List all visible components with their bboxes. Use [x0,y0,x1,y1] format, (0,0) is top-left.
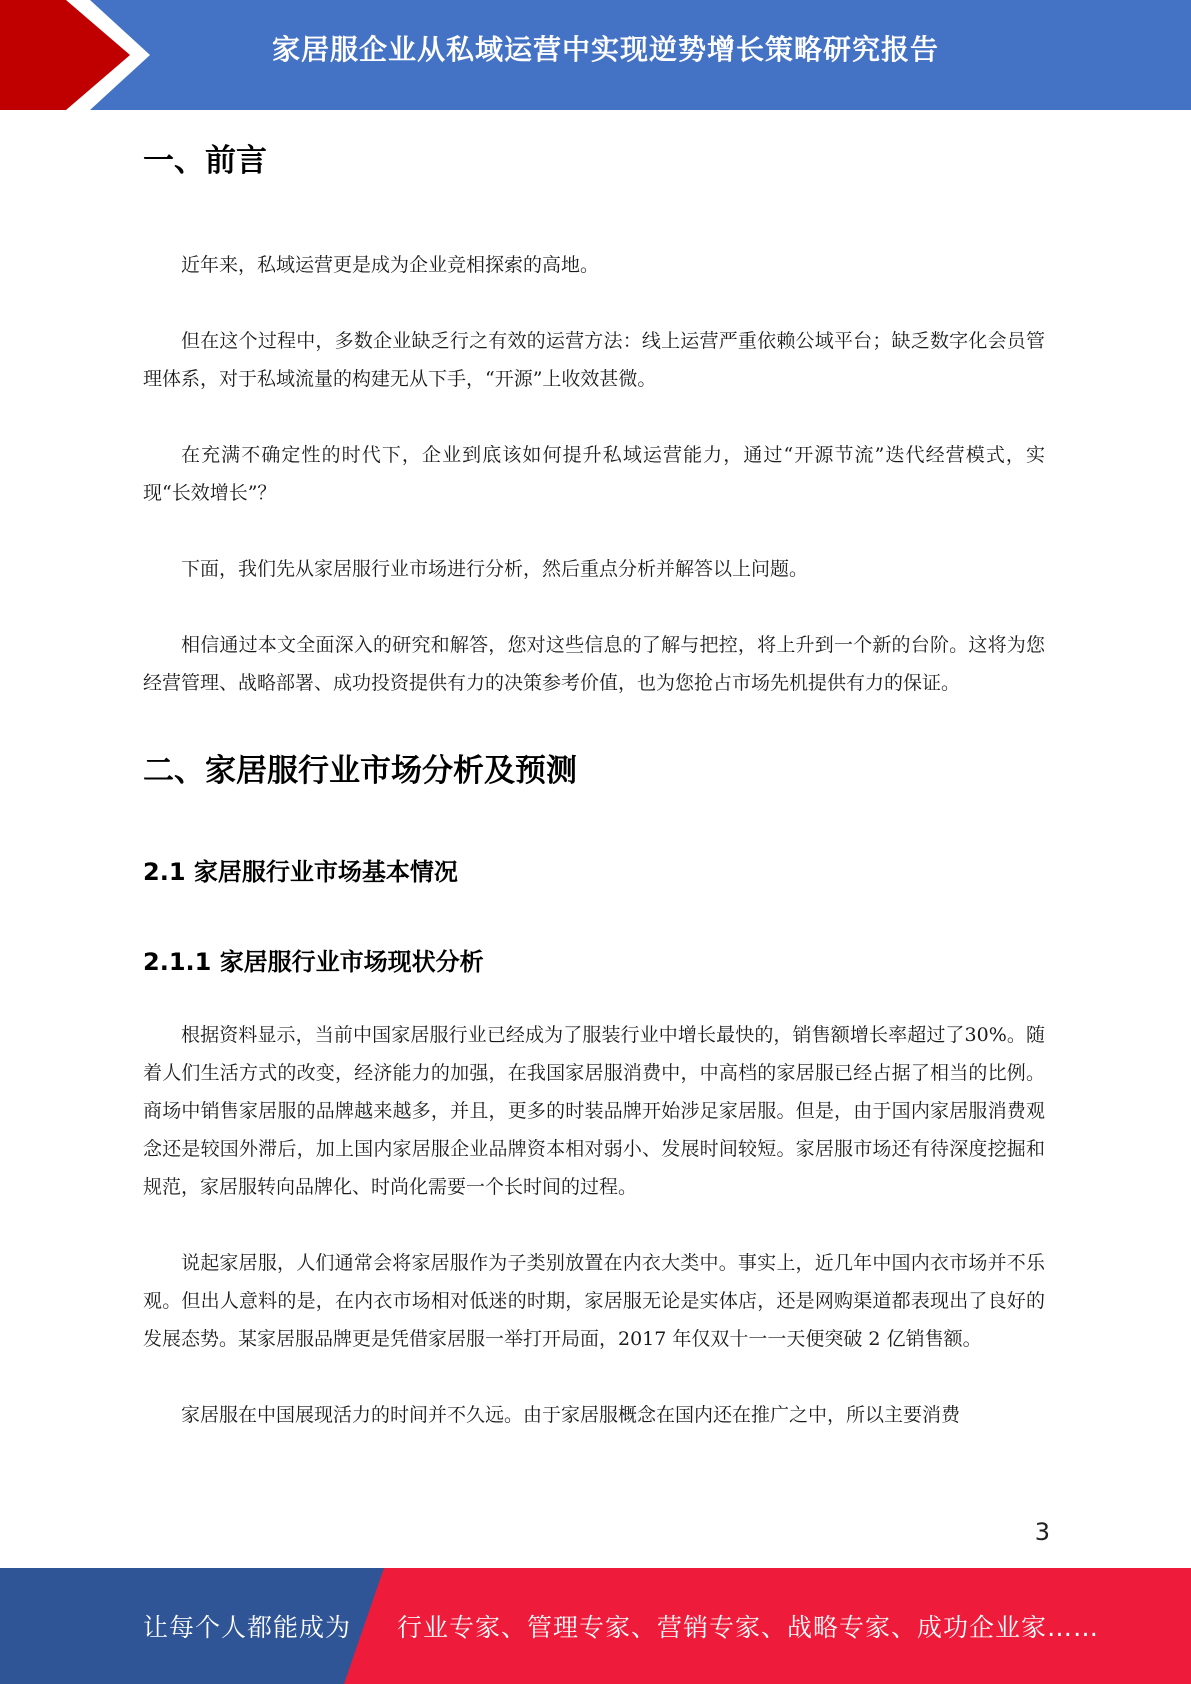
report-footer [0,1568,1191,1684]
paragraph: 在充满不确定性的时代下，企业到底该如何提升私域运营能力，通过“开源节流”迭代经营模式，实现“长效增长”？ [143,444,1045,504]
footer-slogan-right: 行业专家、管理专家、营销专家、战略专家、成功企业家…… [397,1613,1100,1642]
page-number: 3 [1034,1518,1050,1546]
footer-slogan-left: 让每个人都能成为 [143,1613,352,1642]
section-heading-preface: 一、前言 [143,143,267,179]
paragraph: 但在这个过程中，多数企业缺乏行之有效的运营方法：线上运营严重依赖公域平台；缺乏数字化会员管理体系，对于私域流量的构建无从下手，“开源”上收效甚微。 [143,330,1045,390]
paragraph: 近年来，私域运营更是成为企业竞相探索的高地。 [181,254,600,276]
paragraph: 下面，我们先从家居服行业市场进行分析，然后重点分析并解答以上问题。 [181,558,809,580]
subsection-heading: 2.1 家居服行业市场基本情况 [143,858,458,886]
section-heading-market-analysis: 二、家居服行业市场分析及预测 [143,753,577,789]
document-body [143,130,1045,1434]
subsubsection-heading: 2.1.1 家居服行业市场现状分析 [143,948,484,976]
paragraph: 相信通过本文全面深入的研究和解答，您对这些信息的了解与把控，将上升到一个新的台阶。这将为您经营管理、战略部署、成功投资提供有力的决策参考价值，也为您抢占市场先机提供有力的保证。 [143,634,1045,694]
paragraph: 说起家居服，人们通常会将家居服作为子类别放置在内衣大类中。事实上，近几年中国内衣市场并不乐观。但出人意料的是，在内衣市场相对低迷的时期，家居服无论是实体店，还是网购渠道都表现出了良好的发展态势。某家居服品牌更是凭借家居服一举打开局面，2017 年仅双十一一天便突破 2 亿销售额。 [143,1252,1045,1350]
report-header [0,0,1191,110]
report-title: 家居服企业从私域运营中实现逆势增长策略研究报告 [271,33,939,66]
paragraph: 根据资料显示，当前中国家居服行业已经成为了服装行业中增长最快的，销售额增长率超过了30%。随着人们生活方式的改变，经济能力的加强，在我国家居服消费中，中高档的家居服已经占据了相当的比例。商场中销售家居服的品牌越来越多，并且，更多的时装品牌开始涉足家居服。但是，由于国内家居服消费观念还是较国外滞后，加上国内家居服企业品牌资本相对弱小、发展时间较短。家居服市场还有待深度挖掘和规范，家居服转向品牌化、时尚化需要一个长时间的过程。 [143,1024,1045,1198]
paragraph: 家居服在中国展现活力的时间并不久远。由于家居服概念在国内还在推广之中，所以主要消费 [181,1404,961,1426]
